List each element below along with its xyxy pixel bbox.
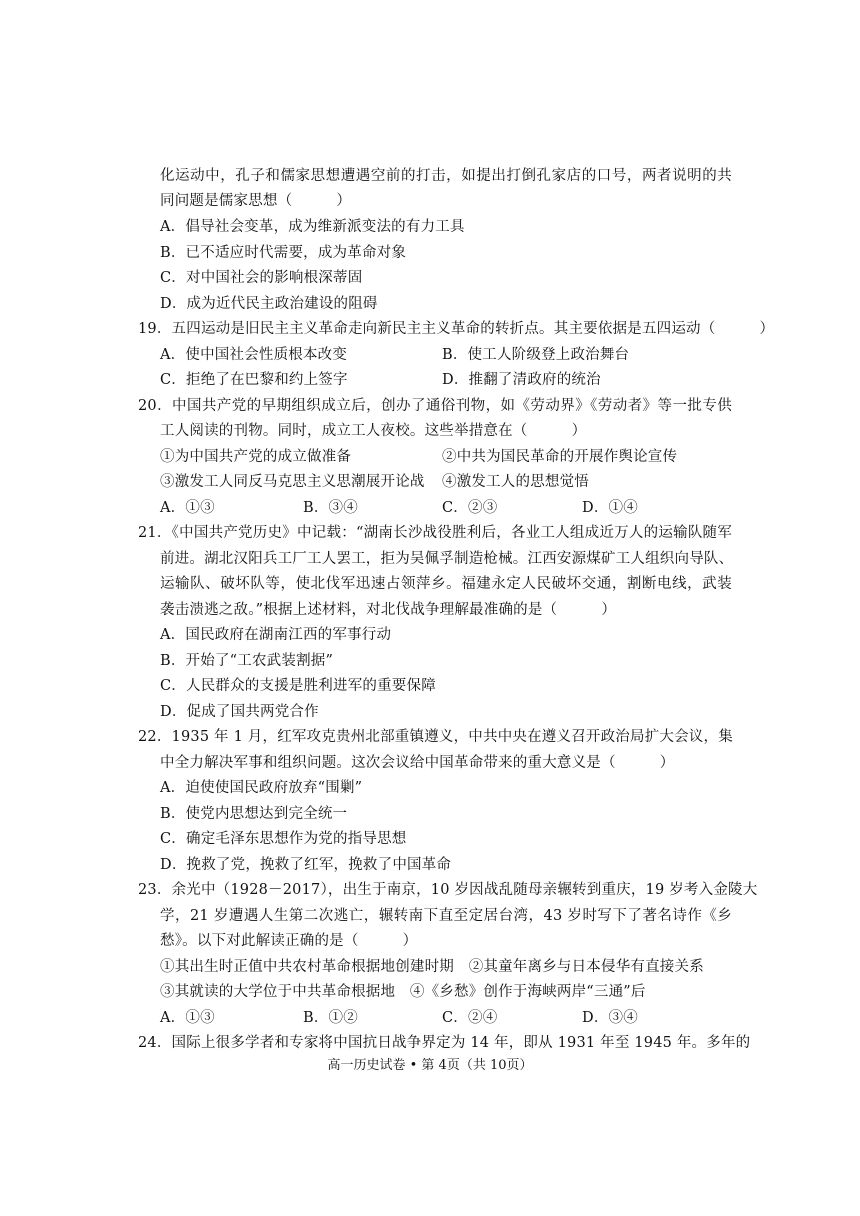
q21-option-c: C．人民群众的支援是胜利进军的重要保障 <box>160 678 436 694</box>
q18-option-a: A．倡导社会变革，成为维新派变法的有力工具 <box>160 219 465 235</box>
q20-option-c: C．②③ <box>442 500 498 516</box>
q23-option-a: A．①③ <box>160 1010 215 1026</box>
q19-stem: 19．五四运动是旧民主主义革命走向新民主主义革命的转折点。其主要依据是五四运动（ ） <box>138 321 775 337</box>
q23-option-c: C．②④ <box>442 1010 498 1026</box>
q18-stem-line-2: 同问题是儒家思想（ ） <box>160 193 352 209</box>
q23-option-b: B．①② <box>303 1010 358 1026</box>
q18-option-d: D．成为近代民主政治建设的阻碍 <box>160 296 378 312</box>
q23-stem-line-1: 23．余光中（1928－2017），出生于南京，10 岁因战乱随母亲辗转到重庆，19 岁考入金陵大 <box>138 882 758 898</box>
q22-option-a: A．迫使使国民政府放弃“围剿” <box>160 780 363 796</box>
q22-option-c: C．确定毛泽东思想作为党的指导思想 <box>160 831 407 847</box>
q24-stem-line-1: 24．国际上很多学者和专家将中国抗日战争界定为 14 年，即从 1931 年至 1945 年。多年的 <box>138 1035 751 1051</box>
q22-option-b: B．使党内思想达到完全统一 <box>160 806 348 822</box>
q19-option-d: D．推翻了清政府的统治 <box>442 372 601 388</box>
q19-option-c: C．拒绝了在巴黎和约上签字 <box>160 372 348 388</box>
q23-statements-1-2: ①其出生时正值中共农村革命根据地创建时期 ②其童年离乡与日本侵华有直接关系 <box>160 959 704 975</box>
q18-stem-line-1: 化运动中，孔子和儒家思想遭遇空前的打击，如提出打倒孔家店的口号，两者说明的共 <box>160 168 732 184</box>
q23-option-d: D．③④ <box>582 1010 638 1026</box>
q18-option-c: C．对中国社会的影响根深蒂固 <box>160 270 363 286</box>
q20-statement-4: ④激发工人的思想觉悟 <box>442 474 589 490</box>
q20-statement-3: ③激发工人同反马克思主义思潮展开论战 <box>160 474 425 490</box>
q23-stem-line-2: 学，21 岁遭遇人生第二次逃亡，辗转南下直至定居台湾，43 岁时写下了著名诗作《乡 <box>160 908 732 924</box>
q22-option-d: D．挽救了党，挽救了红军，挽救了中国革命 <box>160 857 452 873</box>
q18-option-b: B．已不适应时代需要，成为革命对象 <box>160 245 407 261</box>
q20-stem-line-1: 20．中国共产党的早期组织成立后，创办了通俗刊物，如《劳动界》《劳动者》等一批专供 <box>138 398 732 414</box>
q22-stem-line-2: 中全力解决军事和组织问题。这次会议给中国革命带来的重大意义是（ ） <box>160 755 675 771</box>
q21-option-b: B．开始了“工农武装割据” <box>160 653 334 669</box>
q22-stem-line-1: 22．1935 年 1 月，红军攻克贵州北部重镇遵义，中共中央在遵义召开政治局扩大会议，集 <box>138 729 733 745</box>
q20-option-b: B．③④ <box>303 500 358 516</box>
q20-stem-line-2: 工人阅读的刊物。同时，成立工人夜校。这些举措意在（ ） <box>160 423 587 439</box>
q21-option-d: D．促成了国共两党合作 <box>160 704 319 720</box>
q20-statement-2: ②中共为国民革命的开展作舆论宣传 <box>442 449 678 465</box>
q21-stem-line-4: 袭击溃逃之敌。”根据上述材料，对北伐战争理解最准确的是（ ） <box>160 602 617 618</box>
q20-statement-1: ①为中国共产党的成立做准备 <box>160 449 352 465</box>
q21-option-a: A．国民政府在湖南江西的军事行动 <box>160 627 392 643</box>
q19-option-a: A．使中国社会性质根本改变 <box>160 347 348 363</box>
q21-stem-line-3: 运输队、破坏队等，使北伐军迅速占领萍乡。福建永定人民破坏交通，割断电线，武装 <box>160 576 732 592</box>
q21-stem-line-1: 21．《中国共产党历史》中记载：“湖南长沙战役胜利后，各业工人组成近万人的运输队随军 <box>138 525 732 541</box>
q19-option-b: B．使工人阶级登上政治舞台 <box>442 347 630 363</box>
q20-option-a: A．①③ <box>160 500 215 516</box>
q23-statements-3-4: ③其就读的大学位于中共革命根据地 ④《乡愁》创作于海峡两岸“三通”后 <box>160 984 646 1000</box>
q23-stem-line-3: 愁》。以下对此解读正确的是（ ） <box>160 933 418 949</box>
page-footer: 高一历史试卷 • 第 4页（共 10页） <box>327 1058 533 1073</box>
q20-option-d: D．①④ <box>582 500 638 516</box>
q21-stem-line-2: 前进。湖北汉阳兵工厂工人罢工，拒为吴佩孚制造枪械。江西安源煤矿工人组织向导队、 <box>160 551 734 567</box>
